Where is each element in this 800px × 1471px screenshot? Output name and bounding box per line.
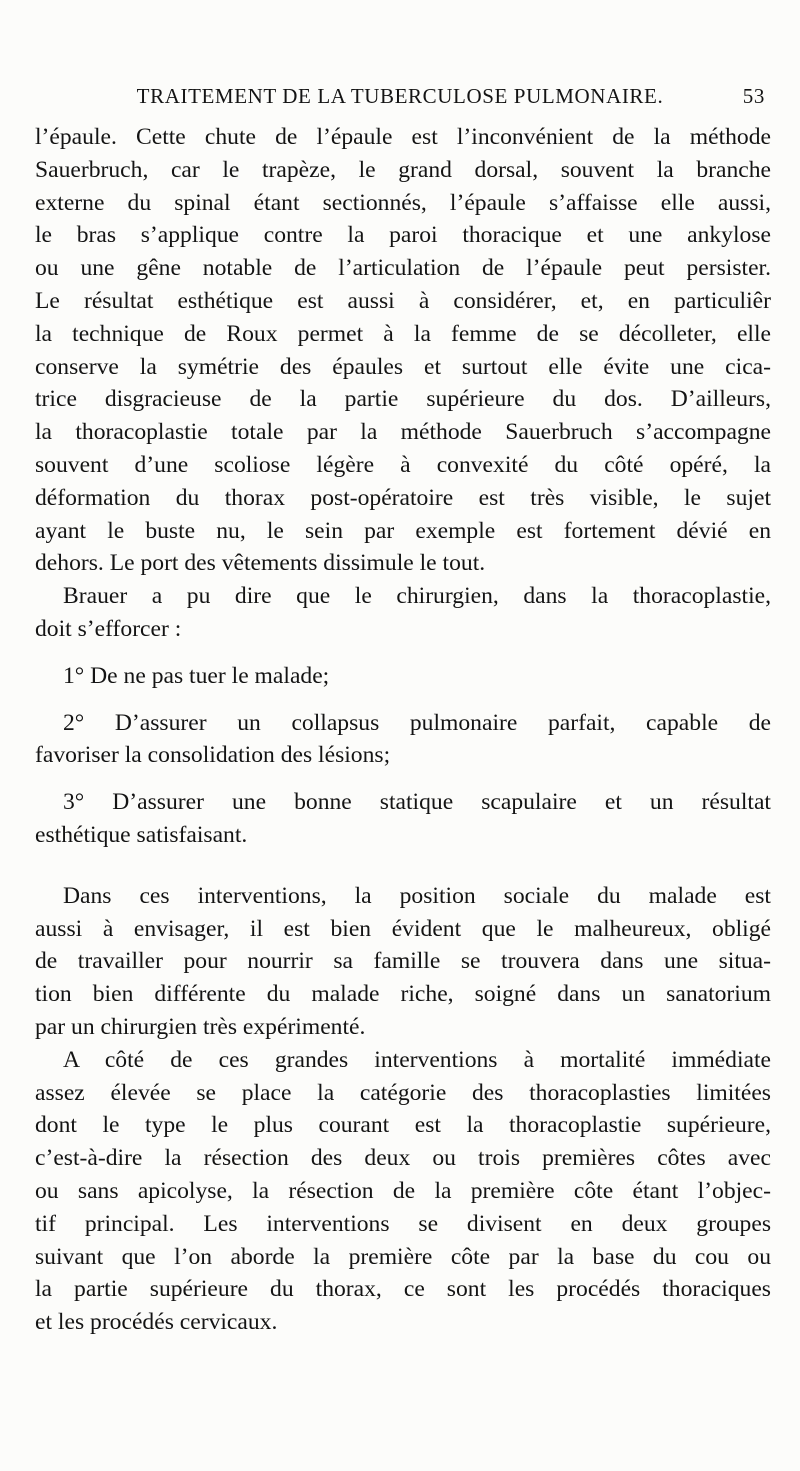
text-line: tif principal. Les interventions se divisent en deux groupes: [35, 1210, 771, 1237]
text-line: esthétique satisfaisant.: [35, 821, 248, 848]
text-line: l’épaule. Cette chute de l’épaule est l’inconvénient de la méthode: [35, 124, 771, 150]
text-line: A côté de ces grandes interventions à mortalité immédiate: [63, 1046, 771, 1073]
paragraph-2: [35, 580, 771, 646]
body-text: [35, 121, 771, 1339]
text-line: Sauerbruch, car le trapèze, le grand dorsal, souvent la branche: [35, 156, 771, 183]
text-line: doit s’efforcer :: [35, 615, 182, 642]
text-line: suivant que l’on aborde la première côte par la base du cou ou: [35, 1243, 771, 1270]
list-item-2: [35, 707, 771, 773]
text-line: aussi à envisager, il est bien évident que le malheureux, obligé: [35, 915, 771, 942]
text-line: tion bien différente du malade riche, soigné dans un sanatorium: [35, 981, 771, 1008]
running-head: [35, 84, 765, 114]
text-line: déformation du thorax post-opératoire est très visible, le sujet: [35, 484, 771, 511]
list-item-1: [35, 660, 771, 693]
text-line: 3° D’assurer une bonne statique scapulaire et un résultat: [63, 789, 771, 816]
text-line: c’est-à-dire la résection des deux ou trois premières côtes avec: [35, 1145, 771, 1172]
text-line: et les procédés cervicaux.: [35, 1309, 278, 1336]
text-line: externe du spinal étant sectionnés, l’épaule s’affaisse elle aussi,: [35, 189, 771, 216]
text-line: assez élevée se place la catégorie des thoracoplasties limitées: [35, 1079, 771, 1106]
text-line: 2° D’assurer un collapsus pulmonaire parfait, capable de: [63, 709, 771, 736]
paragraph-1: [35, 121, 771, 580]
page-number: 53: [742, 84, 765, 108]
text-line: la technique de Roux permet à la femme de se décolleter, elle: [35, 320, 771, 347]
text-line: de travailler pour nourrir sa famille se trouvera dans une situa-: [35, 948, 771, 975]
text-line: Le résultat esthétique est aussi à considérer, et, en particuliêr: [35, 287, 771, 314]
text-line: souvent d’une scoliose légère à convexité du côté opéré, la: [35, 451, 771, 478]
text-line: dehors. Le port des vêtements dissimule le tout.: [35, 550, 486, 577]
text-line: dont le type le plus courant est la thoracoplastie supérieure,: [35, 1112, 771, 1139]
text-line: ayant le buste nu, le sein par exemple est fortement dévié en: [35, 517, 771, 544]
text-line: favoriser la consolidation des lésions;: [35, 742, 391, 769]
text-line: ou sans apicolyse, la résection de la première côte étant l’objec-: [35, 1177, 771, 1204]
paragraph-3: [35, 880, 771, 1044]
running-title: TRAITEMENT DE LA TUBERCULOSE PULMONAIRE.: [136, 84, 664, 108]
text-line: ou une gêne notable de l’articulation de l’épaule peut persister.: [35, 255, 771, 282]
text-line: la partie supérieure du thorax, ce sont les procédés thoraciques: [35, 1276, 771, 1303]
text-line: Dans ces interventions, la position sociale du malade est: [63, 882, 771, 909]
text-line: le bras s’applique contre la paroi thoracique et une ankylose: [35, 222, 771, 249]
paragraph-4: [35, 1044, 771, 1339]
text-line: par un chirurgien très expérimenté.: [35, 1013, 366, 1040]
text-line: la thoracoplastie totale par la méthode Sauerbruch s’accompagne: [35, 419, 771, 446]
text-line: Brauer a pu dire que le chirurgien, dans la thoracoplastie,: [63, 583, 771, 610]
list-item-3: [35, 786, 771, 852]
text-line: trice disgracieuse de la partie supérieure du dos. D’ailleurs,: [35, 386, 771, 413]
text-line: 1° De ne pas tuer le malade;: [63, 662, 330, 689]
text-line: conserve la symétrie des épaules et surtout elle évite une cica-: [35, 353, 771, 380]
